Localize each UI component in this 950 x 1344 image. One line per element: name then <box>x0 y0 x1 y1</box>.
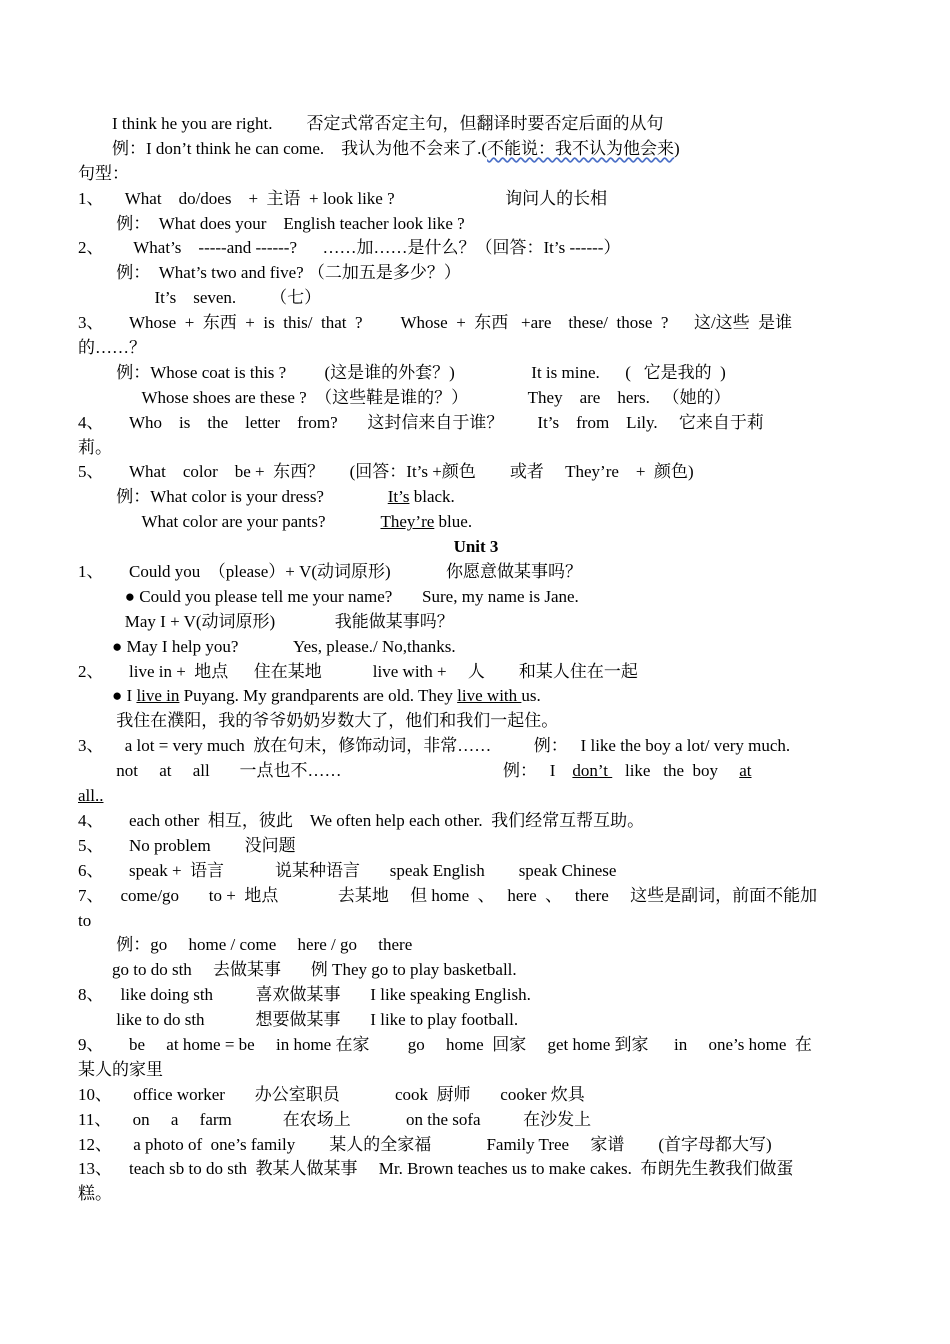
text-line <box>78 759 874 784</box>
section-heading <box>78 535 874 560</box>
text-line <box>78 958 874 983</box>
text-line <box>78 1083 874 1108</box>
text-segment: to <box>78 910 92 930</box>
text-line <box>78 933 874 958</box>
underlined-text: live in <box>136 686 180 706</box>
underlined-text: It’s <box>387 487 410 507</box>
text-line <box>78 311 874 336</box>
text-segment: 9、 be at home = be in home 在家 go home 回家 get home 到家 in one’s home 在 <box>78 1034 812 1054</box>
text-segment: May I + V(动词原形) 我能做某事吗？ <box>78 611 454 631</box>
text-segment: What color are your pants? <box>78 512 381 532</box>
text-line <box>78 585 874 610</box>
text-segment: 的……？ <box>78 338 146 358</box>
text-line <box>78 460 874 485</box>
text-line <box>78 212 874 237</box>
underlined-text: all.. <box>78 786 104 806</box>
text-segment: 13、 teach sb to do sth 教某人做某事 Mr. Brown teaches us to make cakes. 布朗先生教我们做蛋 <box>78 1159 794 1179</box>
text-line <box>78 1108 874 1133</box>
text-segment: 我住在濮阳，我的爷爷奶奶岁数大了，他们和我们一起住。 <box>78 711 559 731</box>
text-line <box>78 386 874 411</box>
text-line <box>78 983 874 1008</box>
text-line <box>78 336 874 361</box>
text-segment: like the boy <box>612 761 740 781</box>
text-line <box>78 1058 874 1083</box>
underlined-text: don’t <box>572 761 613 781</box>
text-segment: 12、 a photo of one’s family 某人的全家福 Family Tree 家谱 (首字母都大写) <box>78 1134 772 1154</box>
text-segment: ● May I help you? Yes, please./ No,thanks. <box>78 636 456 656</box>
text-segment: 糕。 <box>78 1184 112 1204</box>
text-line <box>78 909 874 934</box>
text-segment: go to do sth 去做某事 例 They go to play basketball. <box>78 960 517 980</box>
text-segment: not at all 一点也不…… 例： I <box>78 761 573 781</box>
text-line <box>78 236 874 261</box>
text-line <box>78 137 874 162</box>
text-segment: 1、 What do/does + 主语 + look like ? 询问人的长相 <box>78 188 608 208</box>
text-segment: 11、 on a farm 在农场上 on the sofa 在沙发上 <box>78 1109 592 1129</box>
text-line <box>78 1033 874 1058</box>
text-segment: 莉。 <box>78 437 112 457</box>
text-segment: 5、 What color be + 东西？ (回答：It’s +颜色 或者 They’re + 颜色) <box>78 462 694 482</box>
text-segment: 8、 like doing sth 喜欢做某事 I like speaking English. <box>78 985 531 1005</box>
text-line <box>78 784 874 809</box>
text-segment: 1、 Could you （please）+ V(动词原形) 你愿意做某事吗？ <box>78 562 582 582</box>
text-segment: 某人的家里 <box>78 1059 163 1079</box>
text-segment: 5、 No problem 没问题 <box>78 835 296 855</box>
text-line <box>78 610 874 635</box>
text-segment: blue. <box>434 512 473 532</box>
text-line <box>78 734 874 759</box>
document-body <box>78 112 874 1207</box>
text-segment: us. <box>521 686 541 706</box>
text-segment: Whose shoes are these ? （这些鞋是谁的？） They are hers. （她的） <box>78 387 731 407</box>
text-line <box>78 286 874 311</box>
text-segment: 3、 a lot = very much 放在句末，修饰动词，非常…… 例： I like the boy a lot/ very much. <box>78 736 791 756</box>
text-segment: 例：go home / come here / go there <box>78 935 413 955</box>
text-line <box>78 859 874 884</box>
text-segment: 10、 office worker 办公室职员 cook 厨师 cooker 炊具 <box>78 1084 585 1104</box>
text-line <box>78 834 874 859</box>
underlined-text: live with <box>457 686 522 706</box>
text-line <box>78 635 874 660</box>
text-line <box>78 162 874 187</box>
underlined-text: They’re <box>380 512 435 532</box>
text-segment: ● Could you please tell me your name? Sure, my name is Jane. <box>78 586 579 606</box>
text-line <box>78 684 874 709</box>
text-line <box>78 1008 874 1033</box>
text-segment: ) <box>674 138 680 158</box>
text-line <box>78 112 874 137</box>
text-line <box>78 660 874 685</box>
text-line <box>78 1133 874 1158</box>
text-segment: 例：Whose coat is this ? (这是谁的外套？) It is mine. ( 它是我的 ) <box>78 362 726 382</box>
text-line <box>78 510 874 535</box>
text-line <box>78 361 874 386</box>
text-segment: 2、 live in + 地点 住在某地 live with + 人 和某人住在一起 <box>78 661 638 681</box>
text-line <box>78 709 874 734</box>
text-line <box>78 261 874 286</box>
text-segment: 6、 speak + 语言 说某种语言 speak English speak Chinese <box>78 860 617 880</box>
text-segment: Unit 3 <box>453 537 499 557</box>
text-line <box>78 1157 874 1182</box>
text-line <box>78 436 874 461</box>
text-line <box>78 809 874 834</box>
text-line <box>78 485 874 510</box>
text-line <box>78 411 874 436</box>
text-segment: 4、 each other 相互，彼此 We often help each other. 我们经常互帮互助。 <box>78 810 645 830</box>
text-segment: black. <box>409 487 455 507</box>
text-line <box>78 884 874 909</box>
text-segment: It’s seven. （七） <box>78 288 322 308</box>
text-segment: 例：I don’t think he can come. 我认为他不会来了.( <box>78 138 488 158</box>
text-segment: ● I <box>78 686 137 706</box>
text-segment: I think he you are right. 否定式常否定主句，但翻译时要否定后面的从句 <box>78 114 664 133</box>
text-segment: like to do sth 想要做某事 I like to play football. <box>78 1010 519 1030</box>
text-segment: 3、 Whose + 东西 + is this/ that ? Whose + 东西 +are these/ those ? 这/这些 是谁 <box>78 313 793 333</box>
text-segment: Puyang. My grandparents are old. They <box>179 686 458 706</box>
text-line <box>78 1182 874 1207</box>
underlined-text: at <box>739 761 752 781</box>
text-segment: 例： What does your English teacher look like ? <box>78 213 465 233</box>
text-segment: 7、 come/go to + 地点 去某地 但 home 、 here 、 there 这些是副词，前面不能加 <box>78 885 818 905</box>
wavy-underlined-text: 不能说：我不认为他会来 <box>487 138 675 158</box>
text-segment: 句型： <box>78 163 129 183</box>
text-segment: 2、 What’s -----and ------? ……加……是什么？（回答：It’s ------） <box>78 238 621 258</box>
text-line <box>78 187 874 212</box>
text-segment: 例：What color is your dress? <box>78 487 388 507</box>
text-segment: 4、 Who is the letter from? 这封信来自于谁？ It’s from Lily. 它来自于莉 <box>78 412 764 432</box>
text-segment: 例： What’s two and five? （二加五是多少？） <box>78 263 461 283</box>
text-line <box>78 560 874 585</box>
